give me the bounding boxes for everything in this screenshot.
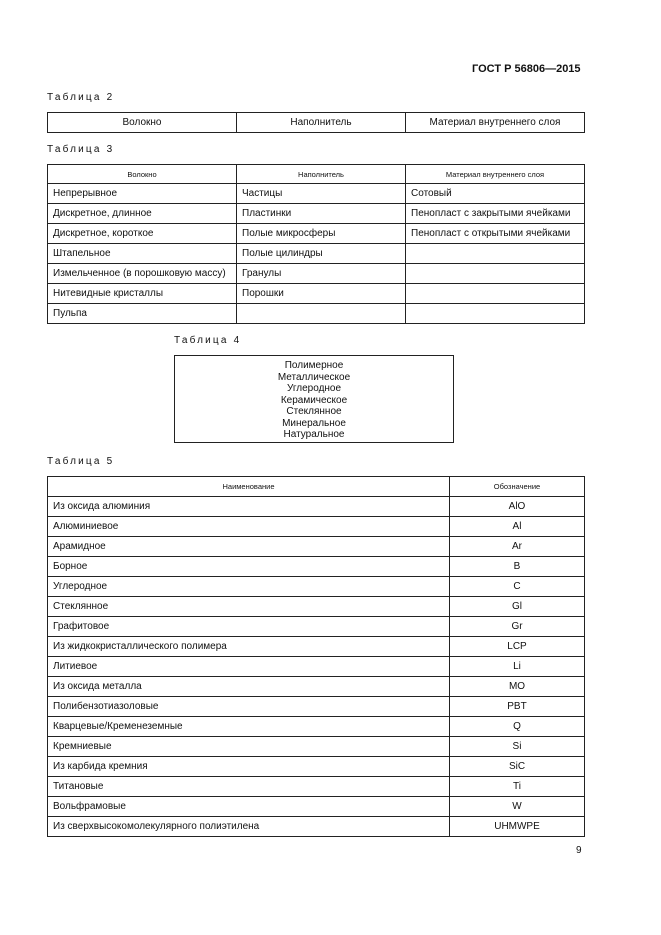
table-cell: Вольфрамовые (48, 797, 450, 817)
table-cell: Si (450, 737, 585, 757)
table-row (48, 537, 585, 557)
table4-box (174, 355, 454, 443)
table-row (48, 817, 585, 837)
table-cell: Порошки (237, 284, 406, 304)
table-cell: W (450, 797, 585, 817)
table-cell: Литиевое (48, 657, 450, 677)
table-row (48, 497, 585, 517)
table-cell (406, 284, 585, 304)
list-item: Металлическое (277, 371, 351, 383)
table-cell: Q (450, 717, 585, 737)
table-row (48, 797, 585, 817)
table-row (48, 264, 585, 284)
table-cell: Пластинки (237, 204, 406, 224)
table-row (48, 224, 585, 244)
table-cell: Дискретное, длинное (48, 204, 237, 224)
table-cell: Частицы (237, 184, 406, 204)
table-cell: Измельченное (в порошковую массу) (48, 264, 237, 284)
table-cell: LCP (450, 637, 585, 657)
table-cell: Ar (450, 537, 585, 557)
table-header-row (48, 165, 585, 184)
table2-header-fiber: Волокно (48, 113, 237, 133)
table-cell: Кварцевые/Кременеземные (48, 717, 450, 737)
table-cell: Углеродное (48, 577, 450, 597)
table-row (48, 304, 585, 324)
table-row (48, 777, 585, 797)
table-cell: Gl (450, 597, 585, 617)
table2-header-filler: Наполнитель (237, 113, 406, 133)
table-cell: Кремниевые (48, 737, 450, 757)
table-cell: Из сверхвысокомолекулярного полиэтилена (48, 817, 450, 837)
table-cell: Стеклянное (48, 597, 450, 617)
table-cell: Штапельное (48, 244, 237, 264)
table-row (48, 577, 585, 597)
list-item: Натуральное (283, 429, 345, 440)
table3 (47, 164, 585, 324)
table3-header-filler: Наполнитель (237, 165, 406, 184)
table-cell: Ti (450, 777, 585, 797)
table-cell: Титановые (48, 777, 450, 797)
table-row (48, 184, 585, 204)
table-cell (406, 264, 585, 284)
table5 (47, 476, 585, 837)
table5-caption: Таблица 5 (47, 456, 115, 467)
table-row (48, 557, 585, 577)
table-cell: MO (450, 677, 585, 697)
table-cell (237, 304, 406, 324)
table-row (48, 697, 585, 717)
table-cell: Дискретное, короткое (48, 224, 237, 244)
list-item: Минеральное (282, 417, 346, 429)
table-cell: Пульпа (48, 304, 237, 324)
table-cell: UHMWPE (450, 817, 585, 837)
table-row (48, 637, 585, 657)
table2-header-inner-layer: Материал внутреннего слоя (406, 113, 585, 133)
table-cell: Пенопласт с закрытыми ячейками (406, 204, 585, 224)
table-cell: Борное (48, 557, 450, 577)
table3-header-inner-layer: Материал внутреннего слоя (406, 165, 585, 184)
table-cell (406, 244, 585, 264)
table-cell: C (450, 577, 585, 597)
list-item: Керамическое (280, 394, 348, 406)
list-item: Углеродное (286, 383, 342, 394)
table-row (48, 717, 585, 737)
table-cell: Гранулы (237, 264, 406, 284)
table-cell: SiC (450, 757, 585, 777)
table-cell: PBT (450, 697, 585, 717)
table4-caption: Таблица 4 (174, 335, 242, 346)
document-standard-number: ГОСТ Р 56806—2015 (472, 63, 581, 75)
table-cell: Нитевидные кристаллы (48, 284, 237, 304)
table-row (48, 204, 585, 224)
table-row (48, 517, 585, 537)
table-row (48, 737, 585, 757)
table2-caption: Таблица 2 (47, 92, 115, 103)
table-row (48, 244, 585, 264)
list-item: Стеклянное (286, 406, 342, 417)
table-cell: B (450, 557, 585, 577)
table-cell: Gr (450, 617, 585, 637)
table-cell: Алюминиевое (48, 517, 450, 537)
table-cell: Арамидное (48, 537, 450, 557)
list-item: Полимерное (284, 360, 344, 371)
table-cell (406, 304, 585, 324)
table3-header-fiber: Волокно (48, 165, 237, 184)
table2 (47, 112, 585, 133)
table-row (48, 617, 585, 637)
table-cell: Сотовый (406, 184, 585, 204)
table-row (48, 677, 585, 697)
table-cell: Из жидкокристаллического полимера (48, 637, 450, 657)
table-cell: Пенопласт с открытыми ячейками (406, 224, 585, 244)
table-cell: Полибензотиазоловые (48, 697, 450, 717)
table-cell: Li (450, 657, 585, 677)
table-header-row (48, 477, 585, 497)
table-cell: Непрерывное (48, 184, 237, 204)
table-cell: Из карбида кремния (48, 757, 450, 777)
table-row (48, 657, 585, 677)
table-row (48, 284, 585, 304)
table3-caption: Таблица 3 (47, 144, 115, 155)
table-row (48, 113, 585, 133)
table-row (48, 757, 585, 777)
table-cell: Графитовое (48, 617, 450, 637)
table5-header-code: Обозначение (450, 477, 585, 497)
table-cell: Полые цилиндры (237, 244, 406, 264)
table-cell: AlO (450, 497, 585, 517)
table-cell: Из оксида алюминия (48, 497, 450, 517)
page-number: 9 (576, 845, 582, 856)
table-cell: Al (450, 517, 585, 537)
table5-header-name: Наименование (48, 477, 450, 497)
table-row (48, 597, 585, 617)
table-cell: Из оксида металла (48, 677, 450, 697)
table-cell: Полые микросферы (237, 224, 406, 244)
